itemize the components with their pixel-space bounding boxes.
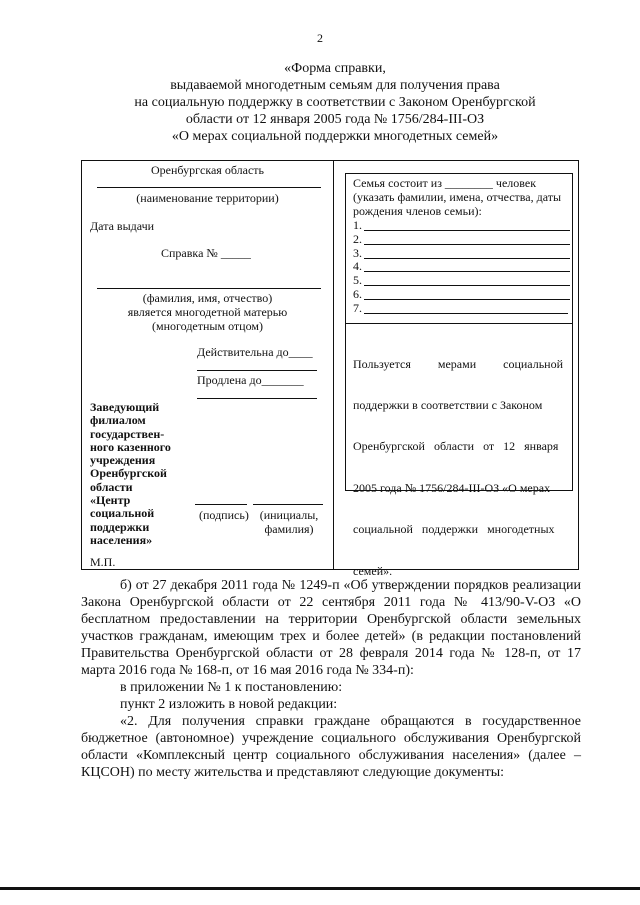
extended-until: Продлена до_______ bbox=[197, 373, 304, 387]
head-line: населения» bbox=[90, 532, 153, 547]
member-row bbox=[353, 219, 573, 233]
page-number: 2 bbox=[317, 31, 323, 45]
support-line: поддержки в соответствии с Законом bbox=[353, 397, 543, 412]
head-title bbox=[90, 401, 190, 547]
head-line: Заведующий bbox=[90, 400, 160, 414]
support-line: социальной поддержки многодетных bbox=[353, 522, 555, 537]
members-list bbox=[353, 219, 573, 316]
issue-date-label: Дата выдачи bbox=[90, 219, 155, 233]
paragraph-quote: «2. Для получения справки граждане обращаются в государственное бюджетное (автономное) учреждение социального обслуживания Оренбургской области «Комплексный центр социального обслуживания населения» (далее – КЦСОН) по месту жительства и представляют следующие документы: bbox=[81, 714, 581, 780]
paragraph-b: б) от 27 декабря 2011 года № 1249-п «Об утверждении порядков реализации Закона Оренбургской области от 22 сентября 2011 года № 413/90-V-ОЗ «О бесплатном предоставлении на территории Оренбургской области земельных участков гражданам, имеющим трех и более детей» (в редакции постановлений Правительства Оренбургской области от 28 февраля 2014 года № 128-п, от 17 марта 2016 года № 168-п, от 16 мая 2016 года № 334-п): bbox=[81, 578, 581, 678]
title-line: области от 12 января 2005 года № 1756/284-III-ОЗ bbox=[185, 112, 485, 127]
signature-line bbox=[195, 504, 247, 505]
support-line: семей». bbox=[353, 563, 393, 578]
head-line: социальной bbox=[90, 506, 155, 521]
signature-caption: (подпись) bbox=[199, 508, 249, 522]
support-line: 2005 года № 1756/284-III-ОЗ «О мерах bbox=[353, 480, 551, 495]
family-line: рождения членов семьи): bbox=[353, 203, 482, 218]
head-line: учреждения bbox=[90, 453, 156, 468]
paragraph-point: пункт 2 изложить в новой редакции: bbox=[120, 697, 338, 712]
head-line: ного казенного bbox=[90, 439, 171, 454]
head-line: филиалом bbox=[90, 413, 146, 428]
bottom-rule bbox=[0, 887, 640, 890]
member-row bbox=[353, 260, 573, 274]
member-row bbox=[353, 288, 573, 302]
head-line: «Центр bbox=[90, 493, 131, 508]
member-number: 5. bbox=[353, 273, 362, 288]
stamp-place: М.П. bbox=[90, 555, 116, 569]
member-line bbox=[364, 258, 570, 259]
head-line: Оренбургской bbox=[90, 466, 167, 481]
family-header bbox=[353, 177, 573, 218]
initials-line bbox=[253, 504, 323, 505]
mother-status: является многодетной матерью bbox=[127, 305, 288, 319]
valid-until-line bbox=[197, 370, 317, 371]
member-number: 7. bbox=[353, 300, 362, 315]
title-line: «Форма справки, bbox=[284, 61, 386, 76]
initials-caption-line: (инициалы, bbox=[259, 508, 319, 522]
title-line: на социальную поддержку в соответствии с Законом Оренбургской bbox=[134, 95, 536, 110]
member-line bbox=[364, 244, 570, 245]
initials-caption-line: фамилия) bbox=[264, 522, 314, 536]
member-line bbox=[364, 285, 570, 286]
member-number: 6. bbox=[353, 286, 362, 301]
head-line: поддержки bbox=[90, 519, 150, 534]
valid-until: Действительна до____ bbox=[197, 345, 313, 359]
certificate-number: Справка № _____ bbox=[161, 246, 251, 260]
body-text bbox=[81, 577, 581, 781]
territory-line bbox=[97, 187, 321, 188]
member-row bbox=[353, 247, 573, 261]
fio-line bbox=[97, 288, 321, 289]
member-number: 3. bbox=[353, 245, 362, 260]
support-line: Пользуется мерами социальной bbox=[353, 356, 564, 371]
title-line: выдаваемой многодетным семьям для получения права bbox=[170, 78, 500, 93]
box-divider bbox=[345, 323, 573, 324]
father-status: (многодетным отцом) bbox=[152, 319, 263, 333]
extended-until-line bbox=[197, 398, 317, 399]
support-line: Оренбургской области от 12 января bbox=[353, 439, 559, 454]
support-statement bbox=[353, 330, 571, 592]
member-number: 2. bbox=[353, 231, 362, 246]
initials-caption bbox=[253, 508, 325, 536]
member-line bbox=[364, 313, 568, 314]
title-line: «О мерах социальной поддержки многодетных семей» bbox=[171, 129, 499, 144]
paragraph-appendix: в приложении № 1 к постановлению: bbox=[120, 680, 343, 695]
member-row bbox=[353, 233, 573, 247]
member-line bbox=[364, 271, 570, 272]
head-line: государствен- bbox=[90, 426, 165, 441]
territory-caption: (наименование территории) bbox=[136, 191, 279, 205]
family-line: (указать фамилии, имена, отчества, даты bbox=[353, 189, 562, 204]
member-number: 1. bbox=[353, 218, 362, 232]
head-line: области bbox=[90, 479, 133, 494]
member-number: 4. bbox=[353, 259, 362, 274]
member-row bbox=[353, 274, 573, 288]
member-row bbox=[353, 302, 573, 316]
member-line bbox=[364, 230, 570, 231]
region-name: Оренбургская область bbox=[151, 163, 264, 177]
family-line: Семья состоит из ________ человек bbox=[353, 176, 537, 190]
fio-caption: (фамилия, имя, отчество) bbox=[142, 291, 273, 305]
member-line bbox=[364, 299, 570, 300]
form-title bbox=[100, 60, 570, 145]
